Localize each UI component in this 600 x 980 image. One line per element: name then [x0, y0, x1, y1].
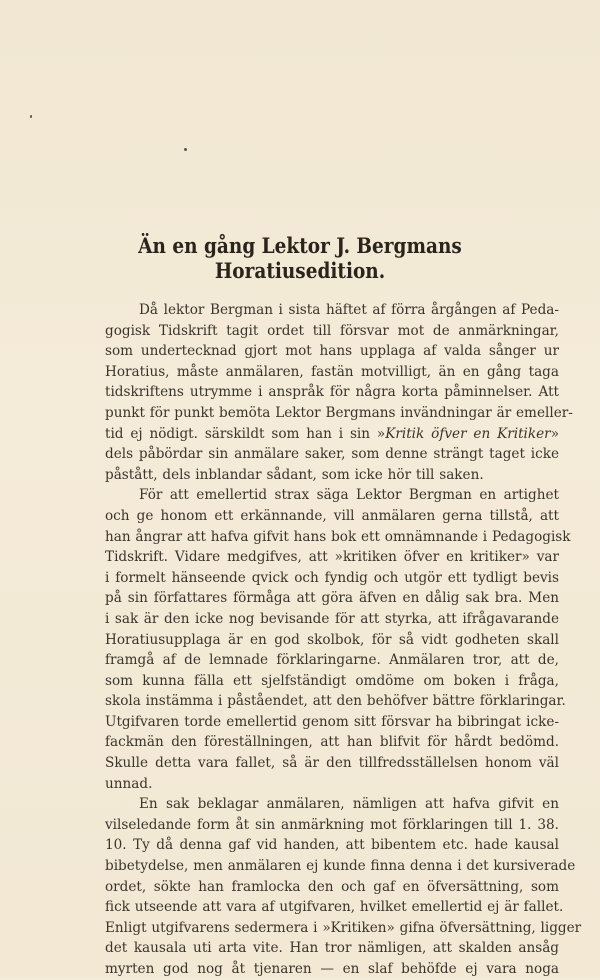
- text-line: Skulle detta vara fallet, så är den tillfredsställelsen honom väl: [105, 755, 559, 772]
- text-line: han ångrar att hafva gifvit hans bok ett omnämnande i Pedagogisk: [105, 528, 571, 545]
- text-line: tidskriftens utrymme i anspråk för några korta påminnelser. Att: [105, 384, 559, 401]
- ink-speck: [184, 148, 187, 151]
- text-line: som undertecknad gjort mot hans upplaga af valda sånger ur: [105, 343, 559, 360]
- article-title-line-2: Horatiusedition.: [214, 258, 386, 283]
- text-line: skola instämma i påståendet, att den behöfver bättre förklaringar.: [105, 693, 566, 710]
- text-line: punkt för punkt bemöta Lektor Bergmans invändningar är emeller-: [105, 404, 573, 421]
- text-line: bibetydelse, men anmälaren ej kunde finna denna i det kursiverade: [105, 858, 576, 875]
- text-line: Horatiusupplaga är en god skolbok, för så vidt godheten skall: [105, 631, 559, 648]
- text-line: tid ej nödigt. särskildt som han i sin »Kritik öfver en Kritiker»: [105, 425, 560, 442]
- text-line: gogisk Tidskrift tagit ordet till försvar mot de anmärkningar,: [105, 322, 559, 339]
- text-line: ordet, sökte han framlocka den och gaf en öfversättning, som: [105, 878, 559, 895]
- text-line: unnad.: [105, 775, 153, 792]
- text-line: myrten god nog åt tjenaren — en slaf behöfde ej vara noga: [105, 961, 559, 977]
- text-line: dels påbördar sin anmälare saker, som denne strängt taget icke: [105, 446, 559, 463]
- article-title: [36, 233, 564, 283]
- text-line: 10. Ty då denna gaf vid handen, att bibentem etc. hade kausal: [105, 837, 559, 854]
- text-line: påstått, dels inblandar sådant, som icke hör till saken.: [105, 466, 484, 483]
- text-line: fackmän den föreställningen, att han blifvit för hårdt bedömd.: [105, 734, 559, 751]
- text-line: Enligt utgifvarens sedermera i »Kritiken» gifna öfversättning, ligger: [105, 919, 582, 936]
- text-line: i sak är den icke nog bevisande för att styrka, att ifrågavarande: [105, 610, 559, 627]
- text-line: och ge honom ett erkännande, vill anmälaren gerna tillstå, att: [105, 507, 559, 524]
- article-title-line-1: Än en gång Lektor J. Bergmans: [138, 233, 462, 258]
- text-line: Utgifvaren torde emellertid genom sitt försvar ha bibringat icke-: [105, 713, 559, 730]
- text-line: på sin författares förmåga att göra äfven en dålig sak bra. Men: [105, 590, 559, 607]
- text-line: En sak beklagar anmälaren, nämligen att hafva gifvit en: [139, 796, 559, 813]
- ink-speck: [30, 115, 32, 118]
- text-line: Tidskrift. Vidare medgifves, att »kritiken öfver en kritiker» var: [105, 549, 559, 566]
- text-line: Då lektor Bergman i sista häftet af förra årgången af Peda-: [139, 302, 559, 318]
- text-line: För att emellertid strax säga Lektor Bergman en artighet: [139, 487, 559, 504]
- text-line: i formelt hänseende qvick och fyndig och utgör ett tydligt bevis: [105, 569, 559, 586]
- text-line: som kunna fälla ett sjelfständigt omdöme om boken i fråga,: [105, 672, 559, 689]
- text-line: vilseledande form åt sin anmärkning mot förklaringen till 1. 38.: [105, 816, 559, 833]
- text-line: framgå af de lemnade förklaringarne. Anmälaren tror, att de,: [105, 652, 559, 669]
- article-body: [105, 300, 582, 980]
- text-line: fick utseende att vara af utgifvaren, hvilket emellertid ej är fallet.: [105, 899, 564, 916]
- text-line: Horatius, måste anmälaren, fastän motvilligt, än en gång taga: [105, 363, 559, 380]
- text-line: det kausala uti arta vite. Han tror nämligen, att skalden ansåg: [105, 940, 559, 957]
